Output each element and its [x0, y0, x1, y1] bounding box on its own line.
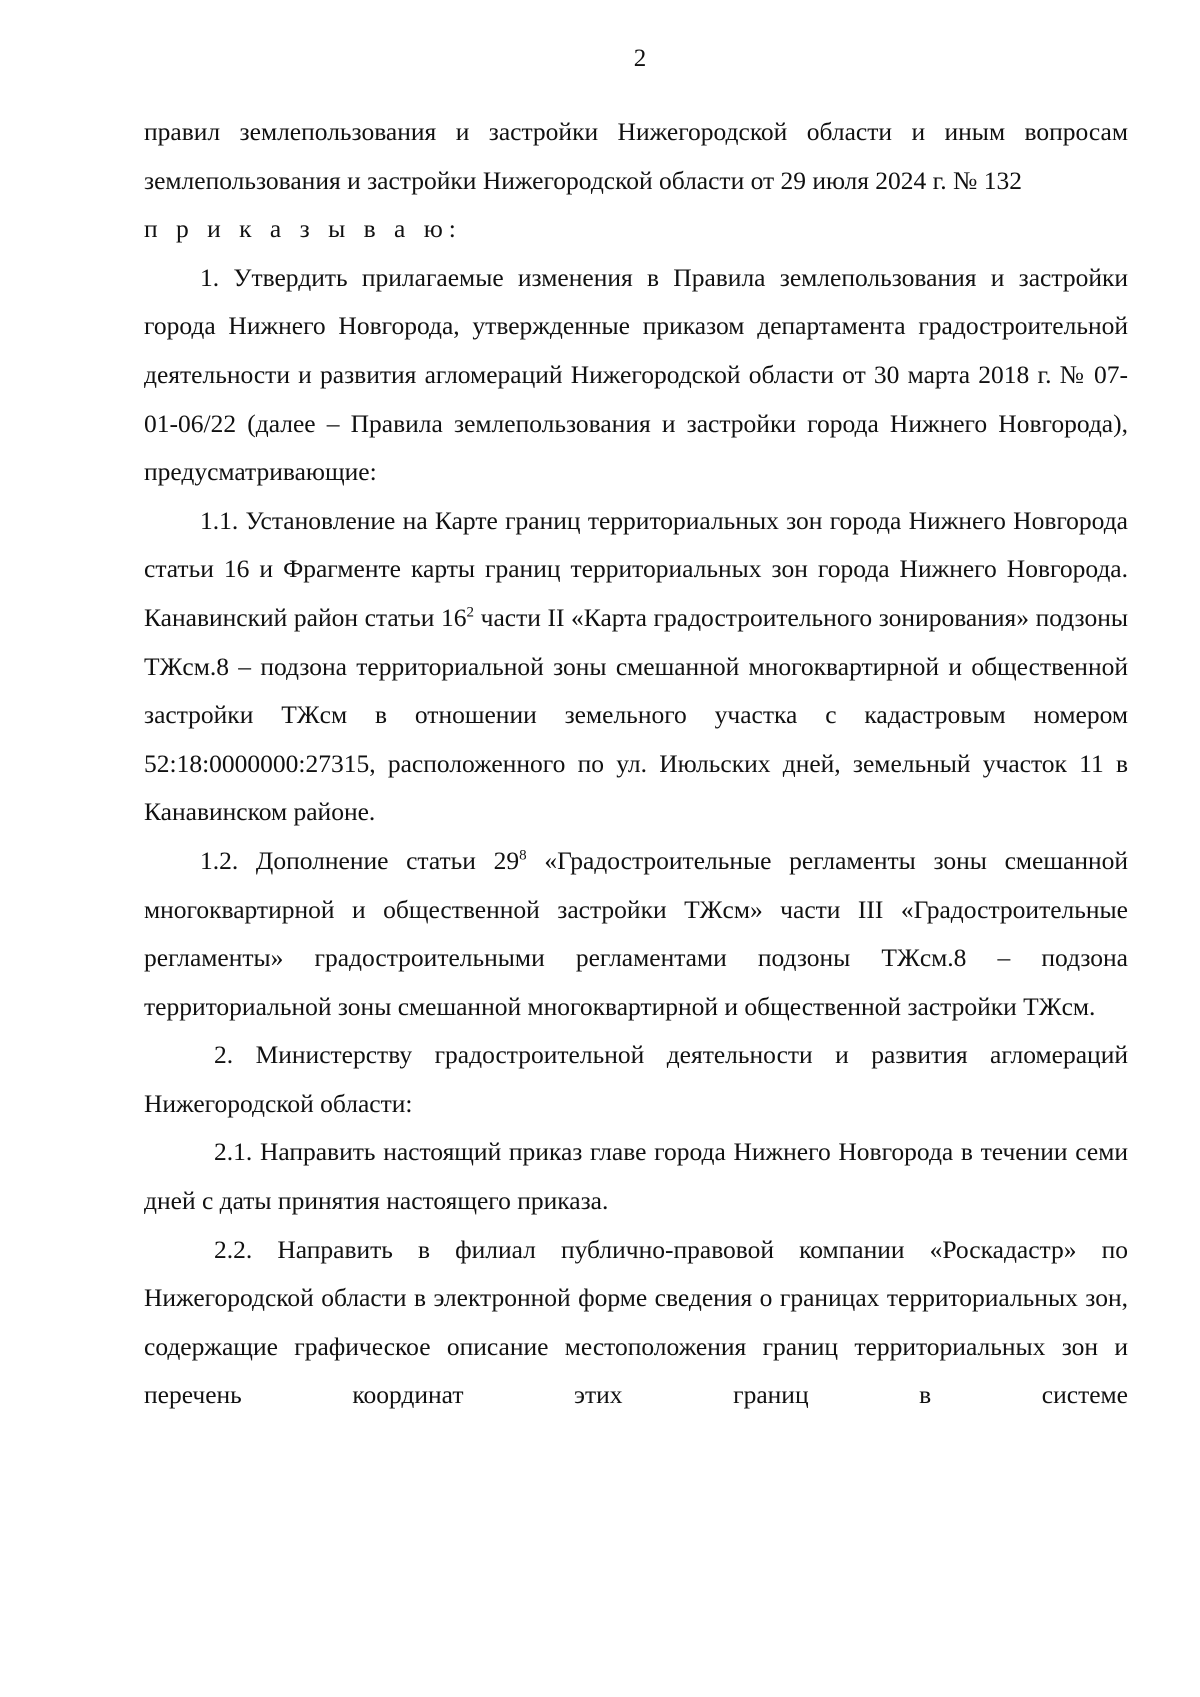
paragraph-item-2: 2. Министерству градостроительной деятельности и развития агломераций Нижегородской области: — [144, 1040, 1128, 1118]
item-1-1-text-a: 1.1. Установление на Карте границ территориальных зон города Нижнего Новгорода статьи 16 и Фрагменте карты границ территориальных зон города Нижнего Новгорода. Канавинский район статьи 16 — [144, 505, 1128, 632]
item-1-2-superscript: 8 — [519, 847, 527, 864]
document-body — [144, 108, 1128, 1420]
item-1-2-text-a: 1.2. Дополнение статьи 29 — [200, 845, 520, 875]
prikazyvayu-text: п р и к а з ы в а ю: — [144, 214, 462, 244]
paragraph-item-2-2: 2.2. Направить в филиал публично-правовой компании «Роскадастр» по Нижегородской области в электронной форме сведения о границах территориальных зон, содержащие графическое описание местоположения границ территориальных зон и перечень координат этих границ в системе — [144, 1234, 1128, 1410]
paragraph-preamble: правил землепользования и застройки Нижегородской области и иным вопросам землепользования и застройки Нижегородской области от 29 июля 2024 г. № 132 — [144, 117, 1128, 195]
paragraph-item-1: 1. Утвердить прилагаемые изменения в Правила землепользования и застройки города Нижнего Новгорода, утвержденные приказом департамента градостроительной деятельности и развития агломераций Нижегородской области от 30 марта 2018 г. № 07-01-06/22 (далее – Правила землепользования и застройки города Нижнего Новгорода), предусматривающие: — [144, 262, 1128, 487]
item-1-1-text-b: части II «Карта градостроительного зонирования» подзоны ТЖсм.8 – подзона территориальной зоны смешанной многоквартирной и общественной застройки ТЖсм в отношении земельного участка с кадастровым номером 52:18:0000000:27315, расположенного по ул. Июльских дней, земельный участок 11 в Канавинском районе. — [144, 602, 1128, 827]
paragraph-item-1-2 — [144, 837, 1128, 1031]
paragraph-item-2-1: 2.1. Направить настоящий приказ главе города Нижнего Новгорода в течении семи дней с даты принятия настоящего приказа. — [144, 1137, 1128, 1216]
item-1-1-superscript: 2 — [466, 604, 475, 621]
item-1-2-text-b: «Градостроительные регламенты зоны смешанной многоквартирной и общественной застройки ТЖсм» части III «Градостроительные регламенты» градостроительными регламентами подзоны ТЖсм.8 – подзона территориальной зоны смешанной многоквартирной и общественной застройки ТЖсм. — [144, 845, 1129, 1021]
page-number: 2 — [633, 45, 647, 72]
paragraph-prikazyvayu — [144, 205, 1128, 254]
paragraph-item-1-1 — [144, 497, 1128, 837]
